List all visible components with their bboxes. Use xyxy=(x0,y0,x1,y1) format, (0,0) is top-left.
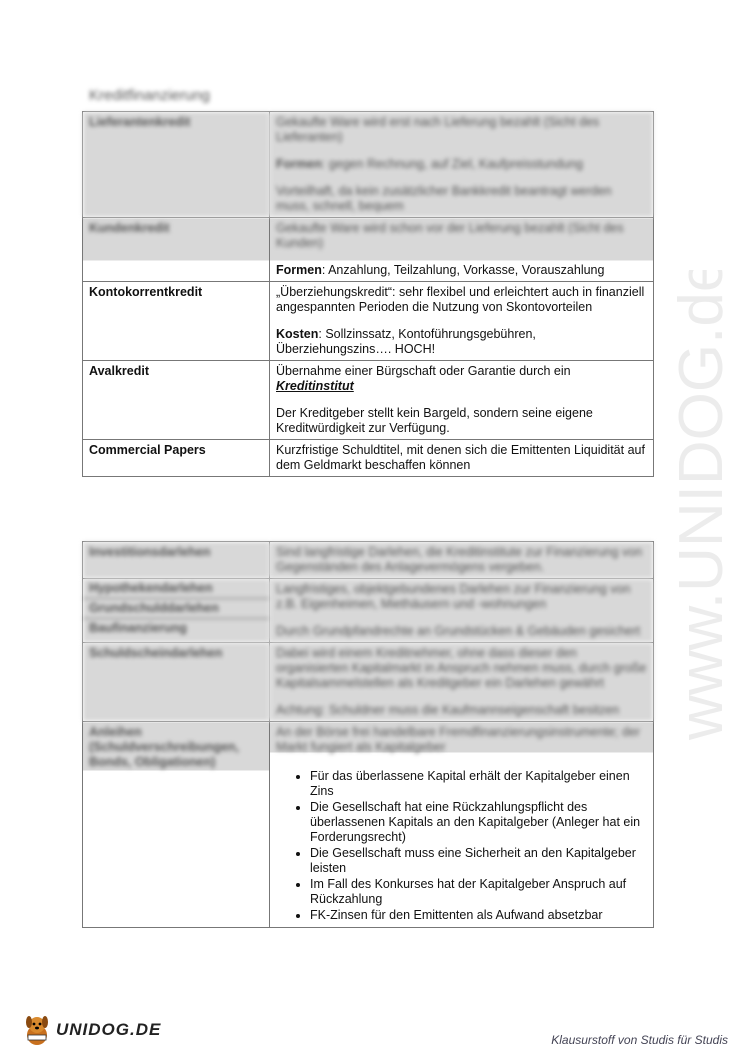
cell-text: Der Kreditgeber stellt kein Bargeld, sondern seine eigene Kreditwürdigkeit zur Verfügung. xyxy=(276,406,593,435)
cell-text: Formen: gegen Rechnung, auf Ziel, Kaufpreisstundung xyxy=(276,157,584,171)
row-label: Lieferantenkredit xyxy=(83,112,270,218)
cell-text: Durch Grundpfandrechte an Grundstücken & Gebäuden gesichert xyxy=(276,624,641,638)
cell-text: Kurzfristige Schuldtitel, mit denen sich die Emittenten Liquidität auf dem Geldmarkt beschaffen können xyxy=(270,440,654,477)
table-row xyxy=(83,722,654,928)
table-row xyxy=(83,361,654,440)
cell-text: Übernahme einer Bürgschaft oder Garantie durch ein Kreditinstitut xyxy=(276,364,571,393)
dog-icon xyxy=(22,1013,52,1047)
row-label: Anleihen (Schuldverschreibungen, Bonds, Obligationen) xyxy=(89,725,240,769)
list-item: • Die Gesellschaft muss eine Sicherheit an den Kapitalgeber leisten xyxy=(310,846,647,876)
list-item: • FK-Zinsen für den Emittenten als Aufwand absetzbar xyxy=(310,908,647,923)
bullet-list xyxy=(276,769,647,923)
section-title: Kreditfinanzierung xyxy=(89,87,210,104)
cell-text: Formen: Anzahlung, Teilzahlung, Vorkasse, Vorauszahlung xyxy=(276,263,605,277)
cell-text: Dabei wird einem Kreditnehmer, ohne dass dieser den organisierten Kapitalmarkt in Anspruch nehmen muss, durch große Kapitalsammelstellen als Kreditgeber ein Darlehen gewährt xyxy=(276,646,647,690)
cell-text: „Überziehungskredit“: sehr flexibel und erleichtert auch in finanziell angespannten Perioden die Nutzung von Skontovorteilen xyxy=(276,285,645,314)
table-row xyxy=(83,112,654,218)
cell-text: Achtung: Schuldner muss die Kaufmannseigenschaft besitzen xyxy=(276,703,620,717)
table-row xyxy=(83,643,654,722)
cell-text: Langfristiges, objektgebundenes Darlehen zur Finanzierung von z.B. Eigenheimen, Miethäusern und -wohnungen xyxy=(276,582,631,611)
list-item: • Für das überlassene Kapital erhält der Kapitalgeber einen Zins xyxy=(310,769,647,799)
row-label: Avalkredit xyxy=(83,361,270,440)
row-label: Kontokorrentkredit xyxy=(83,282,270,361)
table-row xyxy=(83,440,654,477)
cell-text: Sind langfristige Darlehen, die Kreditinstitute zur Finanzierung von Gegenständen des Anlagevermögens vergeben. xyxy=(270,542,654,579)
watermark xyxy=(640,270,750,750)
row-label: Hypothekendarlehen xyxy=(83,579,269,599)
table-row xyxy=(83,542,654,579)
credit-table-1 xyxy=(82,111,654,477)
footer-tagline: Klausurstoff von Studis für Studis xyxy=(551,1033,728,1047)
table-row xyxy=(83,218,654,282)
footer-logo xyxy=(22,1013,161,1047)
list-item: • Im Fall des Konkurses hat der Kapitalgeber Anspruch auf Rückzahlung xyxy=(310,877,647,907)
logo-text: UNIDOG.DE xyxy=(56,1020,162,1039)
table-row xyxy=(83,282,654,361)
row-label: Commercial Papers xyxy=(83,440,270,477)
cell-text: Gekaufte Ware wird schon vor der Lieferung bezahlt (Sicht des Kunden) xyxy=(276,221,624,250)
table-row xyxy=(83,579,654,643)
list-item: • Die Gesellschaft hat eine Rückzahlungspflicht des überlassenen Kapitals an den Kapitalgeber (Anleger hat ein Forderungsrecht) xyxy=(310,800,647,845)
row-label: Kundenkredit xyxy=(89,221,170,235)
row-label: Investitionsdarlehen xyxy=(83,542,270,579)
cell-text: Vorteilhaft, da kein zusätzlicher Bankkredit beantragt werden muss, schnell, bequem xyxy=(276,184,612,213)
cell-text: Gekaufte Ware wird erst nach Lieferung bezahlt (Sicht des Lieferanten) xyxy=(276,115,600,144)
credit-table-2 xyxy=(82,541,654,928)
row-label: Grundschulddarlehen xyxy=(83,599,269,619)
row-label: Baufinanzierung xyxy=(89,621,187,635)
watermark-text: www.UNIDOG.de xyxy=(667,270,736,740)
cell-text: Kosten: Sollzinssatz, Kontoführungsgebühren, Überziehungszins…. HOCH! xyxy=(276,327,536,356)
row-label: Schuldscheindarlehen xyxy=(83,643,270,722)
cell-text: An der Börse frei handelbare Fremdfinanzierungsinstrumente; der Markt fungiert als Kapitalgeber xyxy=(276,725,641,754)
